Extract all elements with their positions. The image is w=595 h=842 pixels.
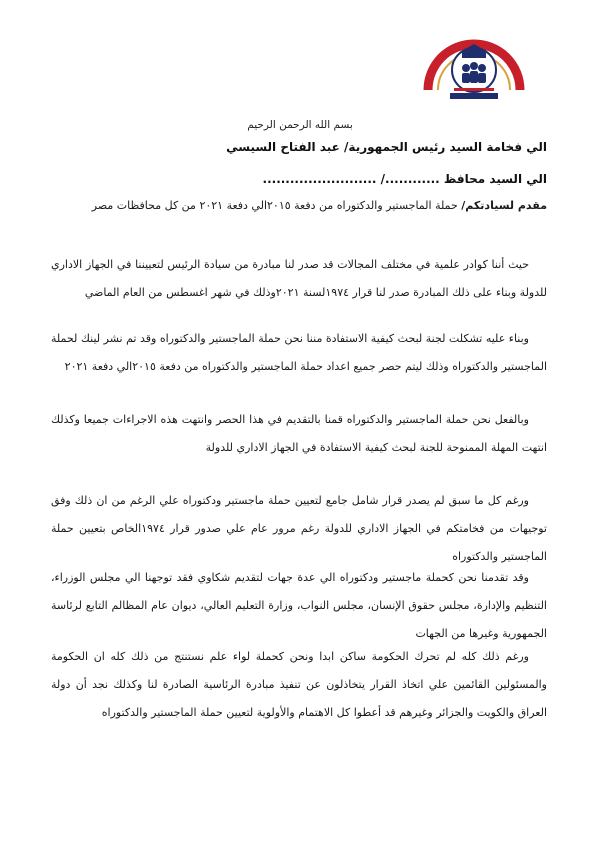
- body-paragraph-6: [51, 643, 547, 727]
- paragraph-text: حيث أننا كوادر علمية في مختلف المجالات قد صدر لنا مبادرة من سيادة الرئيس لتعييننا في الجهاز الاداري للدولة وبناء على ذلك المبادرة صدر لنا قرار ١٩٧٤لسنة ٢٠٢١وذلك في شهر اغسطس من العام الماضي: [51, 258, 547, 299]
- intro-text: حملة الماجستير والدكتوراه من دفعة ٢٠١٥الي دفعة ٢٠٢١ من كل محافظات مصر: [91, 199, 462, 212]
- addressee-president: الي فخامة السيد رئيس الجمهورية/ عبد الفتاح السيسي: [226, 140, 547, 154]
- body-paragraph-1: [51, 251, 547, 307]
- addressee-governor: الي السيد محافظ ............/ .........................: [262, 172, 547, 186]
- paragraph-text: ورغم كل ما سبق لم يصدر قرار شامل جامع لتعيين حملة ماجستير ودكتوراه علي الرغم من ان ذلك وفق توجيهات من فخامتكم في الجهاز الاداري للدولة رغم مرور عام علي صدور قرار ١٩٧٤الخاص بتعيين حملة الماجستير والدكتوراه: [51, 494, 547, 563]
- body-paragraph-5: [51, 564, 547, 648]
- paragraph-text: وبناء عليه تشكلت لجنة لبحث كيفية الاستفادة مننا نحن حملة الماجستير والدكتوراه وقد تم نشر لينك لحملة الماجستير والدكتوراه وذلك ليتم حصر جميع اعداد حملة الماجستير والدكتوراه من دفعة ٢٠١٥الي دفعة ٢٠٢١: [51, 332, 547, 373]
- emblem-graphic: [414, 30, 534, 102]
- body-paragraph-2: [51, 325, 547, 381]
- body-paragraph-3: [51, 406, 547, 462]
- basmala: بسم الله الرحمن الرحيم: [247, 119, 353, 131]
- association-emblem-icon: [414, 30, 534, 102]
- intro-paragraph: [51, 192, 547, 220]
- paragraph-text: وقد تقدمنا نحن كحملة ماجستير ودكتوراه الي عدة جهات لتقديم شكاوي فقد توجهنا الي مجلس الوزراء، التنظيم والإدارة، مجلس حقوق الإنسان، مجلس النواب، وزارة التعليم العالي، ديوان عام المظالم التابع لرئاسة الجمهورية وغيرها من الجهات: [51, 571, 547, 640]
- paragraph-text: ورغم ذلك كله لم تحرك الحكومة ساكن ابدا ونحن كحملة لواء علم نستنتج من ذلك كله ان الحكومة والمسئولين القائمين علي اتخاذ القرار يتخاذلون عن تنفيذ مبادرة الرئاسية الصادرة لنا وكذلك نجد أن دولة العراق والكويت والجزائر وغيرهم قد أعطوا كل الاهتمام والأولوية لتعيين حملة الماجستير والدكتوراه: [51, 650, 547, 719]
- body-paragraph-4: [51, 487, 547, 571]
- paragraph-text: وبالفعل نحن حملة الماجستير والدكتوراه قمنا بالتقديم في هذا الحصر وانتهت هذه الاجراءات جميعا وكذلك انتهت المهلة الممنوحة للجنة لبحث كيفية الاستفادة في الجهاز الاداري للدولة: [51, 413, 547, 454]
- intro-lead: مقدم لسيادتكم/: [461, 199, 547, 212]
